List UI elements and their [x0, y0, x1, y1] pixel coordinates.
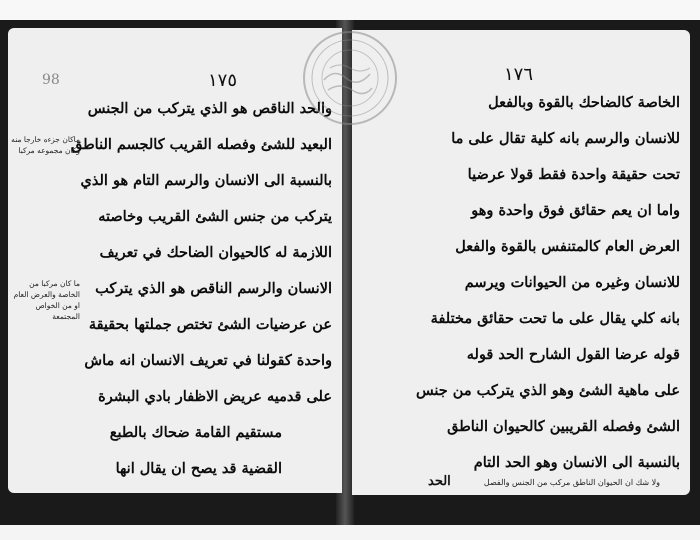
right-line-9: على ماهية الشئ وهو الذي يتركب من جنس — [415, 382, 680, 399]
right-page-number: ١٧٦ — [504, 64, 534, 85]
right-line-8: قوله عرضا القول الشارح الحد قوله — [466, 346, 680, 363]
left-line-2: البعيد للشئ وفصله القريب كالجسم الناطق — [71, 136, 332, 153]
catchword: الحد — [428, 474, 451, 489]
right-line-11: بالنسبة الى الانسان وهو الحد التام — [473, 454, 680, 471]
left-line-7: عن عرضيات الشئ تختص جملتها بحقيقة — [88, 316, 332, 333]
left-line-8: واحدة كقولنا في تعريف الانسان انه ماش — [84, 352, 332, 369]
right-line-10: الشئ وفصله القريبين كالحيوان الناطق — [447, 418, 680, 435]
top-margin — [0, 0, 700, 20]
right-bottom-gloss: ولا شك ان الحيوان الناطق مركب من الجنس والفصل — [483, 478, 660, 487]
right-line-1: الخاصة كالضاحك بالقوة وبالفعل — [488, 94, 680, 111]
right-line-5: العرض العام كالمتنفس بالقوة والفعل — [455, 238, 680, 255]
right-line-4: واما ان يعم حقائق فوق واحدة وهو — [471, 202, 680, 219]
left-line-4: يتركب من جنس الشئ القريب وخاصته — [98, 208, 332, 225]
right-line-3: تحت حقيقة واحدة فقط قولا عرضيا — [467, 166, 680, 183]
right-page — [352, 30, 690, 495]
left-page-number: ١٧٥ — [208, 70, 238, 91]
left-line-6: الانسان والرسم الناقص هو الذي يتركب — [95, 280, 332, 297]
left-line-5: اللازمة له كالحيوان الضاحك في تعريف — [99, 244, 332, 261]
left-line-9: على قدميه عريض الاظفار بادي البشرة — [98, 388, 332, 405]
left-line-1: والحد الناقص هو الذي يتركب من الجنس — [87, 100, 332, 117]
left-margin-note-1: ماكان جزءه خارجا منه وكان مجموعه مركبا — [11, 135, 80, 155]
corner-folio-mark: 98 — [42, 72, 60, 88]
right-line-7: بانه كلي يقال على ما تحت حقائق مختلفة — [430, 310, 680, 327]
left-line-11: القضية قد يصح ان يقال انها — [115, 460, 282, 477]
right-line-6: للانسان وغيره من الحيوانات ويرسم — [464, 274, 680, 291]
left-margin-note-2: ما كان مركبا من الخاصة والعرض العام او من الخواص المجتمعة — [13, 279, 80, 321]
left-line-3: بالنسبة الى الانسان والرسم التام هو الذي — [80, 172, 332, 189]
right-line-2: للانسان والرسم بانه كلية تقال على ما — [451, 130, 680, 147]
library-seal-stamp — [300, 28, 400, 128]
left-page — [8, 28, 342, 493]
left-line-10: مستقيم القامة ضحاك بالطبع — [109, 424, 282, 441]
